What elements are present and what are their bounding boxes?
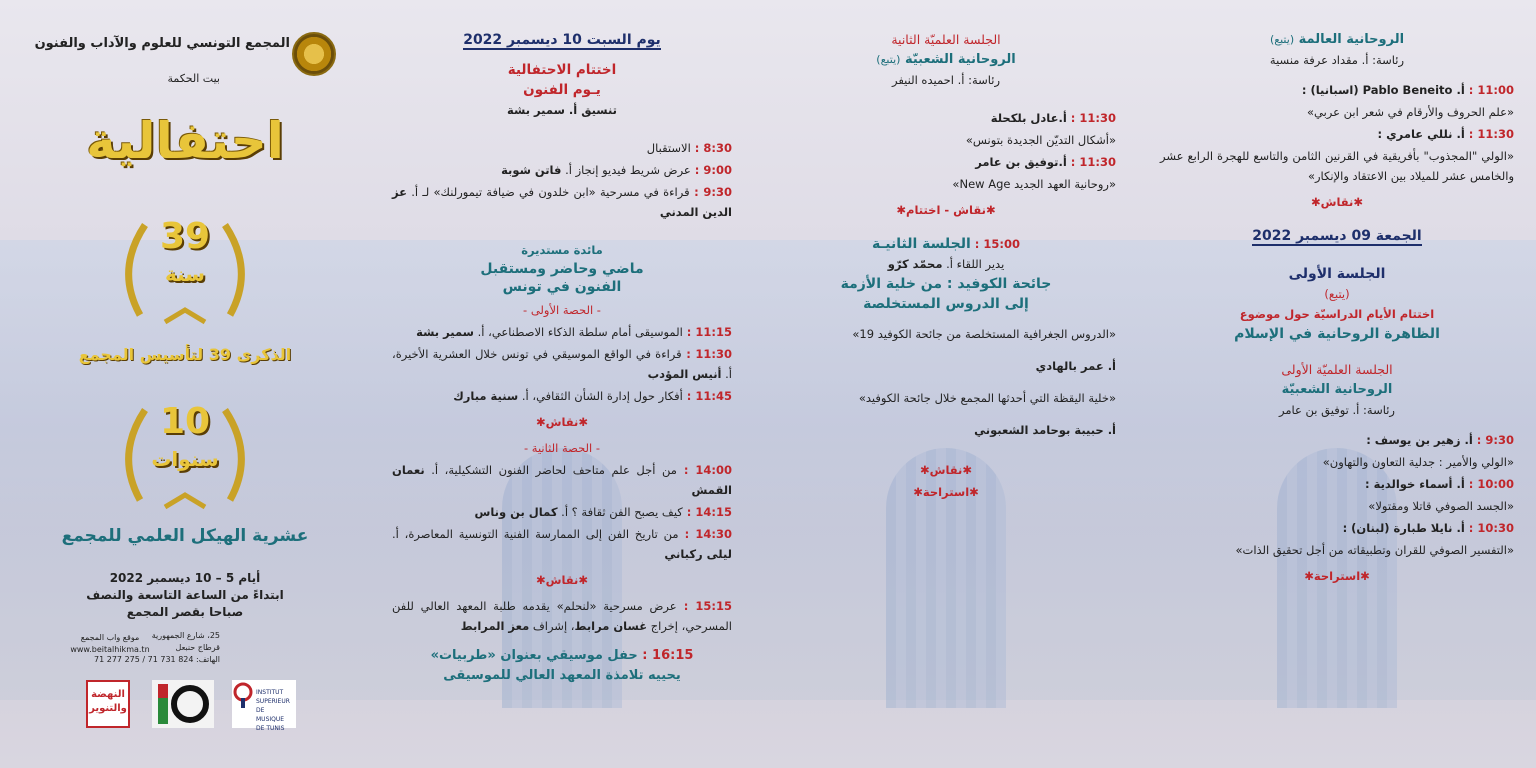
contact-address: 25، شارع الجمهورية قرطاج حنبعل الهاتف: 824 731 71 / 275 277 71 [94, 631, 220, 664]
partner-logo [152, 680, 214, 728]
concert-item: 16:15 : حفل موسيقي بعنوان «طربيات» [430, 648, 694, 663]
concert-performers: يحييه تلامذة المعهد العالي للموسيقى [443, 668, 681, 683]
friday-panel [1138, 0, 1536, 768]
decade-caption: عشرية الهيكل العلمي للمجمع [61, 526, 309, 546]
talk-title: «أشكال التديّن الجديدة بتونس» [965, 133, 1116, 147]
website-link[interactable]: www.beitalhikma.tn [70, 645, 150, 654]
schedule-item: 11:45 : أفكار حول إدارة الشأن الثقافي، أ. سنية مبارك [453, 389, 732, 403]
schedule-item: 11:15 : الموسيقى أمام سلطة الذكاء الاصطناعي، أ. سمير بشة [416, 325, 732, 339]
friday-date: الجمعة 09 ديسمبر 2022 [1252, 228, 1422, 244]
beit-alhikma-calligraphy: بيت الحكمة [167, 72, 220, 85]
nahda-logo: النهضة والتنوير [86, 680, 130, 728]
dates-line: أيام 5 – 10 ديسمبر 2022 [109, 571, 261, 585]
decade-number: 10 [159, 401, 211, 442]
talk-title: «روحانية العهد الجديد New Age» [952, 177, 1116, 191]
closing-heading: اختتام الاحتفالية [507, 62, 617, 78]
moderator: يدير اللقاء أ. محمّد كرّو [887, 257, 1005, 271]
saturday-panel [370, 0, 754, 768]
venue-line: صباحا بقصر المجمع [126, 605, 244, 619]
session-title: الجلسة العلميّة الثانية [891, 32, 1001, 47]
scientific-session-heading: الجلسة العلميّة الأولى [1281, 362, 1393, 377]
talk-speaker: أ. عمر بالهادي [1035, 359, 1116, 373]
session-chair: رئاسة: أ. احميده النيفر [891, 73, 1001, 87]
schedule-item: 14:30 : من تاريخ الفن إلى الممارسة الفنية التونسية المعاصرة، أ. ليلى ركباني [392, 527, 732, 561]
topic-heading: الظاهرة الروحانية في الإسلام [1234, 326, 1440, 342]
celebration-title: احتفالية [86, 112, 284, 170]
break-label: ✱استراحة✱ [913, 485, 979, 499]
discussion-label: ✱نقاش✱ [919, 463, 973, 477]
talk-title: «التفسير الصوفي للقران وتطبيقاته من أجل تحقيق الذات» [1235, 543, 1514, 557]
roundtable-title: ماضي وحاضر ومستقبل الفنون في تونس [480, 261, 644, 295]
decade-label: سنوات [151, 447, 219, 471]
anniversary-caption: الذكرى 39 لتأسيس المجمع [78, 345, 292, 364]
talk-speaker: 10:30 : أ. نايلا طبارة (لبنان) : [1342, 521, 1514, 535]
talk-title: «خلية اليقظة التي أحدثها المجمع خلال جائحة الكوفيد» [858, 391, 1116, 405]
discussion-label: ✱نقاش✱ [535, 573, 589, 587]
talk-speaker: 9:30 : أ. زهير بن يوسف : [1366, 433, 1514, 447]
talk-speaker: 11:30 : أ.عادل بلكحلة [990, 111, 1116, 125]
talk-title: «الولي "المجذوب" بأفريقية في القرنين الثامن والتاسع للهجرة الرابع عشر والخامس عشر للميلاد بين الاعتقاد والإنكار» [1160, 149, 1514, 183]
talk-speaker: 10:00 : أ. أسماء خوالدية : [1365, 477, 1514, 491]
talk-title: «الولي والأمير : جدلية التعاون والتهاون» [1322, 455, 1514, 469]
session-one-label: - الحصة الأولى - [523, 303, 601, 317]
talk-title: «الجسد الصوفي قاتلا ومقتولا» [1368, 499, 1514, 513]
discussion-label: ✱نقاش✱ [1310, 195, 1364, 209]
second-session-panel [754, 0, 1138, 768]
schedule-item: 8:30 : الاستقبال [646, 141, 732, 155]
roundtable-label: مائدة مستديرة [521, 243, 603, 257]
academy-name: المجمع التونسي للعلوم والآداب والفنون [34, 36, 290, 51]
session-two-label: - الحصة الثانية - [523, 441, 601, 455]
second-session-heading: 15:00 : الجلسة الثانيـة [872, 236, 1020, 252]
event-dates [0, 570, 370, 621]
schedule-item: 9:30 : قراءة في مسرحية «ابن خلدون في ضيافة تيمورلنك» لـ أ. عز الدين المدني [392, 185, 732, 219]
talk-title: «الدروس الجغرافية المستخلصة من جائحة الكوفيد 19» [852, 327, 1116, 341]
schedule-item: 14:00 : من أجل علم متاحف لحاضر الفنون التشكيلية، أ. نعمان القمش [392, 463, 732, 497]
session-chair: رئاسة: أ. توفيق بن عامر [1279, 403, 1395, 417]
covid-title-line2: إلى الدروس المستخلصة [863, 296, 1029, 312]
session-chair: رئاسة: أ. مقداد عرفة منسية [1269, 53, 1405, 67]
academy-crest-logo [292, 32, 336, 76]
popular-spirituality-heading: الروحانية الشعبيّة [1281, 382, 1393, 397]
ismt-logo: INSTITUT SUPERIEUR DE MUSIQUE DE TUNIS [232, 680, 296, 728]
cover-panel [0, 0, 370, 768]
world-spirituality-heading: الروحانية العالمة (يتبع) [1269, 32, 1405, 47]
arts-day-heading: يـوم الفنون [523, 82, 601, 98]
coordination: تنسيق أ. سمير بشة [507, 103, 617, 117]
first-session-cont: (يتبع) [1324, 287, 1350, 301]
discussion-close-label: ✱نقاش - اختتام✱ [896, 203, 996, 217]
years-number: 39 [159, 216, 211, 257]
break-label: ✱استراحة✱ [1304, 569, 1370, 583]
talk-title: «علم الحروف والأرقام في شعر ابن عربي» [1306, 105, 1514, 119]
laurel-wreath-10 [110, 395, 260, 515]
website-block: موقع واب المجمع www.beitalhikma.tn [70, 633, 150, 654]
first-session-heading: الجلسة الأولى [1288, 266, 1386, 282]
talk-speaker: 11:30 : أ.توفيق بن عامر [975, 155, 1116, 169]
closing-days-heading: اختتام الأيام الدراسيّة حول موضوع [1239, 307, 1435, 321]
time-line: ابتداءً من الساعة التاسعة والنصف [86, 588, 284, 602]
talk-speaker: 11:30 : أ. نللي عامري : [1377, 127, 1514, 141]
covid-title: جائحة الكوفيد : من خلية الأزمة [840, 276, 1052, 292]
discussion-label: ✱نقاش✱ [535, 415, 589, 429]
laurel-wreath-39 [110, 210, 260, 330]
schedule-item: 14:15 : كيف يصبح الفن ثقافة ؟ أ. كمال بن وناس [474, 505, 732, 519]
talk-speaker: أ. حبيبة بوحامد الشعبوني [974, 423, 1116, 437]
session-subject: الروحانية الشعبيّة (يتبع) [876, 52, 1016, 67]
years-label: سنة [165, 262, 205, 286]
saturday-date: يوم السبت 10 ديسمبر 2022 [463, 32, 661, 48]
schedule-item: 9:00 : عرض شريط فيديو إنجاز أ. فاتن شوبة [501, 163, 732, 177]
schedule-item: 11:30 : قراءة في الواقع الموسيقي في تونس خلال العشرية الأخيرة، أ. أنيس المؤدب [392, 347, 733, 381]
talk-speaker: 11:00 : أ. Pablo Beneito (اسبانيا) : [1301, 83, 1514, 97]
play-item: 15:15 : عرض مسرحية «لنحلم» يقدمه طلبة المعهد العالي للفن المسرحي، إخراج غسان مرابط، إشراف معز المرابط [392, 599, 732, 633]
